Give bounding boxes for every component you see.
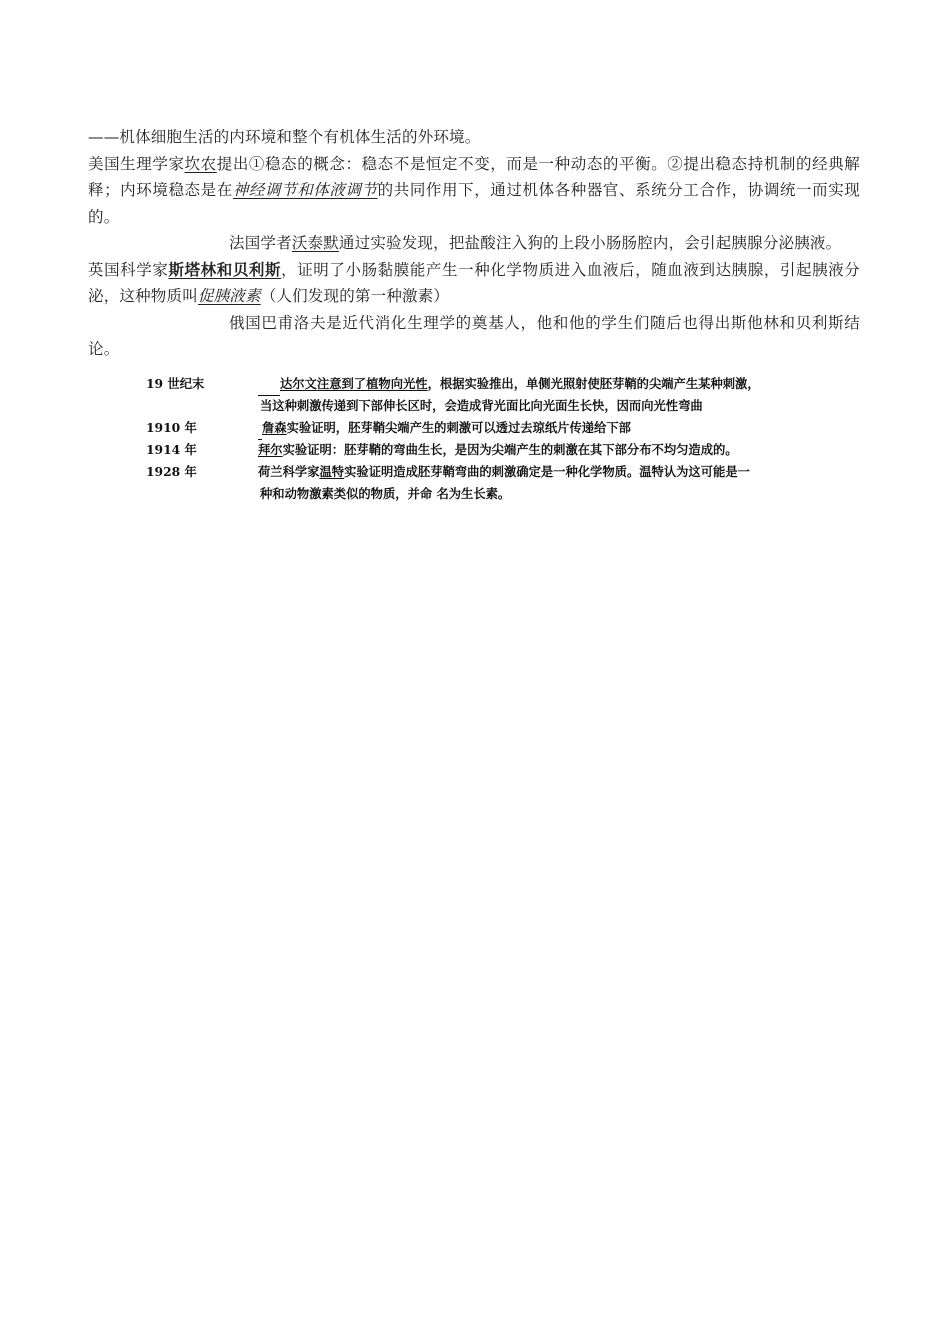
paragraph-wertheimer: [88, 230, 860, 257]
prose-section: [88, 124, 860, 363]
scientist-name-cannon: 坎农: [184, 154, 217, 173]
timeline-text: [258, 461, 750, 483]
text: 实验证明造成胚芽鞘弯曲的刺激确定是一种化学物质。温特认为这可能是一: [344, 464, 750, 479]
text: ，证明了小肠黏膜能产生一种化学物质进入血液后，随血液到达胰腺，引起胰液分泌，这种物质叫: [88, 260, 860, 305]
text: 俄国巴甫洛夫是近代消化生理学的奠基人，他和他的学生们随后也得出斯他林和贝利斯结论。: [88, 313, 860, 358]
scientist-name-darwin: 达尔文: [280, 376, 317, 391]
timeline-row-went-cont: [146, 483, 846, 505]
term-phototropism: 植物向光性: [366, 376, 428, 391]
text: 的共同作用下，通过机体各种器官、系统分工合作，协调统一而实现的。: [88, 181, 860, 226]
timeline-text: [258, 417, 631, 440]
scientist-name-jensen: 詹森: [262, 420, 287, 435]
text: 荷兰科学家: [258, 464, 320, 479]
auxin-timeline: [146, 373, 846, 505]
text: ——机体细胞生活的内环境和整个有机体生活的外环境。: [88, 128, 481, 146]
text: 英国科学家: [88, 260, 169, 279]
timeline-text: [258, 439, 738, 461]
text: 注意到了: [316, 376, 367, 391]
scientist-name-paal: 拜尔: [258, 442, 283, 457]
text: 实验证明，胚芽鞘尖端产生的刺激可以透过去琼纸片传递给下部: [286, 420, 631, 435]
timeline-row-paal: [146, 439, 846, 461]
paragraph-cannon: [88, 151, 860, 231]
text: 法国学者: [229, 234, 292, 252]
timeline-row-darwin: [146, 373, 846, 395]
text: 提出①稳态的概念：稳态不是恒定不变，而是一种动态的平衡。②提出稳态持机制的经典解释；内环境稳态是在: [88, 154, 860, 199]
timeline-text: [258, 373, 760, 396]
leading-rule: [258, 373, 280, 396]
text: 通过实验发现，把盐酸注入狗的上段小肠肠腔内，会引起胰腺分泌胰液。: [338, 234, 842, 252]
paragraph-bayliss-starling: [88, 257, 860, 310]
term-secretin: 促胰液素: [197, 287, 261, 305]
timeline-year: 1914 年: [146, 442, 197, 457]
text: ，根据实验推出，单侧光照射使胚芽鞘的尖端产生某种刺激，: [427, 376, 760, 391]
timeline-row-jensen: [146, 417, 846, 439]
timeline-year: 1928 年: [146, 464, 197, 479]
scientist-name-starling-bayliss: 斯塔林和贝利斯: [168, 259, 282, 279]
timeline-text-continuation: 当这种刺激传递到下部伸长区时，会造成背光面比向光面生长快，因而向光性弯曲: [260, 398, 703, 413]
timeline-row-went: [146, 461, 846, 483]
paragraph-environment: [88, 124, 860, 151]
scientist-name-wertheimer: 沃泰默: [291, 234, 339, 252]
paragraph-pavlov: [88, 310, 860, 363]
scientist-name-went: 温特: [319, 464, 345, 479]
text: 实验证明：胚芽鞘的弯曲生长，是因为尖端产生的刺激在其下部分布不均匀造成的。: [282, 442, 738, 457]
text: 美国生理学家: [88, 154, 185, 173]
timeline-row-darwin-cont: [146, 395, 846, 417]
timeline-year: 19 世纪末: [146, 376, 205, 391]
timeline-text-continuation: 种和动物激素类似的物质，并命 名为生长素。: [260, 486, 511, 501]
text: （人们发现的第一种激素）: [260, 287, 450, 305]
timeline-year: 1910 年: [146, 420, 197, 435]
term-neuro-humoral: 神经调节和体液调节: [232, 181, 378, 199]
